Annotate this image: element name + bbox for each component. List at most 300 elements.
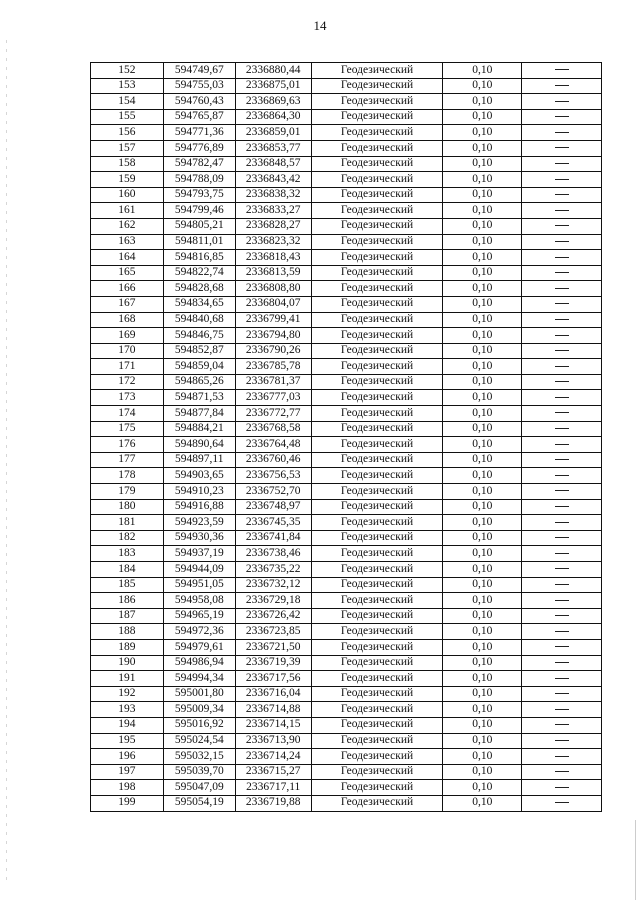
method-cell: Геодезический bbox=[311, 468, 443, 484]
description-cell bbox=[522, 499, 602, 515]
point-number-cell: 172 bbox=[91, 374, 164, 390]
coord-x-cell: 594840,68 bbox=[163, 312, 235, 328]
dash-mark bbox=[555, 693, 569, 694]
point-number-cell: 169 bbox=[91, 328, 164, 344]
dash-mark bbox=[555, 241, 569, 242]
coord-x-cell: 594834,65 bbox=[163, 296, 235, 312]
coord-y-cell: 2336764,48 bbox=[235, 437, 311, 453]
method-cell: Геодезический bbox=[311, 795, 443, 811]
coord-y-cell: 2336864,30 bbox=[235, 109, 311, 125]
coord-x-cell: 595047,09 bbox=[163, 780, 235, 796]
coord-y-cell: 2336714,88 bbox=[235, 702, 311, 718]
coord-y-cell: 2336715,27 bbox=[235, 764, 311, 780]
method-cell: Геодезический bbox=[311, 328, 443, 344]
dash-mark bbox=[555, 740, 569, 741]
accuracy-cell: 0,10 bbox=[443, 484, 522, 500]
coord-y-cell: 2336785,78 bbox=[235, 359, 311, 375]
accuracy-cell: 0,10 bbox=[443, 655, 522, 671]
coord-x-cell: 594822,74 bbox=[163, 265, 235, 281]
coord-x-cell: 594877,84 bbox=[163, 406, 235, 422]
accuracy-cell: 0,10 bbox=[443, 733, 522, 749]
table-row bbox=[91, 328, 602, 344]
table-row bbox=[91, 655, 602, 671]
coord-x-cell: 594865,26 bbox=[163, 374, 235, 390]
table-row bbox=[91, 499, 602, 515]
table-row bbox=[91, 624, 602, 640]
accuracy-cell: 0,10 bbox=[443, 296, 522, 312]
description-cell bbox=[522, 577, 602, 593]
table-row bbox=[91, 530, 602, 546]
method-cell: Геодезический bbox=[311, 515, 443, 531]
dash-mark bbox=[555, 444, 569, 445]
method-cell: Геодезический bbox=[311, 686, 443, 702]
coord-y-cell: 2336748,97 bbox=[235, 499, 311, 515]
coord-y-cell: 2336717,11 bbox=[235, 780, 311, 796]
coord-x-cell: 594890,64 bbox=[163, 437, 235, 453]
table-row bbox=[91, 234, 602, 250]
accuracy-cell: 0,10 bbox=[443, 717, 522, 733]
method-cell: Геодезический bbox=[311, 125, 443, 141]
method-cell: Геодезический bbox=[311, 780, 443, 796]
dash-mark bbox=[555, 163, 569, 164]
point-number-cell: 173 bbox=[91, 390, 164, 406]
coord-x-cell: 594776,89 bbox=[163, 140, 235, 156]
dash-mark bbox=[555, 802, 569, 803]
table-row bbox=[91, 125, 602, 141]
point-number-cell: 184 bbox=[91, 562, 164, 578]
description-cell bbox=[522, 63, 602, 79]
table-row bbox=[91, 218, 602, 234]
description-cell bbox=[522, 109, 602, 125]
method-cell: Геодезический bbox=[311, 78, 443, 94]
table-row bbox=[91, 780, 602, 796]
point-number-cell: 194 bbox=[91, 717, 164, 733]
point-number-cell: 188 bbox=[91, 624, 164, 640]
method-cell: Геодезический bbox=[311, 577, 443, 593]
dash-mark bbox=[555, 381, 569, 382]
method-cell: Геодезический bbox=[311, 187, 443, 203]
accuracy-cell: 0,10 bbox=[443, 639, 522, 655]
method-cell: Геодезический bbox=[311, 655, 443, 671]
dash-mark bbox=[555, 490, 569, 491]
point-number-cell: 190 bbox=[91, 655, 164, 671]
description-cell bbox=[522, 125, 602, 141]
accuracy-cell: 0,10 bbox=[443, 546, 522, 562]
coord-x-cell: 594755,03 bbox=[163, 78, 235, 94]
coord-x-cell: 594816,85 bbox=[163, 250, 235, 266]
coord-x-cell: 594805,21 bbox=[163, 218, 235, 234]
accuracy-cell: 0,10 bbox=[443, 421, 522, 437]
method-cell: Геодезический bbox=[311, 296, 443, 312]
method-cell: Геодезический bbox=[311, 702, 443, 718]
dash-mark bbox=[555, 615, 569, 616]
dash-mark bbox=[555, 147, 569, 148]
coord-y-cell: 2336813,59 bbox=[235, 265, 311, 281]
dash-mark bbox=[555, 537, 569, 538]
description-cell bbox=[522, 795, 602, 811]
table-row bbox=[91, 515, 602, 531]
coord-y-cell: 2336719,39 bbox=[235, 655, 311, 671]
coord-x-cell: 594951,05 bbox=[163, 577, 235, 593]
dash-mark bbox=[555, 771, 569, 772]
dash-mark bbox=[555, 101, 569, 102]
coord-y-cell: 2336833,27 bbox=[235, 203, 311, 219]
description-cell bbox=[522, 562, 602, 578]
accuracy-cell: 0,10 bbox=[443, 702, 522, 718]
point-number-cell: 189 bbox=[91, 639, 164, 655]
point-number-cell: 187 bbox=[91, 608, 164, 624]
coord-y-cell: 2336818,43 bbox=[235, 250, 311, 266]
table-row bbox=[91, 546, 602, 562]
coordinates-table-body bbox=[91, 63, 602, 812]
coord-x-cell: 594958,08 bbox=[163, 593, 235, 609]
point-number-cell: 178 bbox=[91, 468, 164, 484]
dash-mark bbox=[555, 194, 569, 195]
method-cell: Геодезический bbox=[311, 671, 443, 687]
description-cell bbox=[522, 390, 602, 406]
accuracy-cell: 0,10 bbox=[443, 343, 522, 359]
accuracy-cell: 0,10 bbox=[443, 63, 522, 79]
method-cell: Геодезический bbox=[311, 733, 443, 749]
accuracy-cell: 0,10 bbox=[443, 234, 522, 250]
accuracy-cell: 0,10 bbox=[443, 780, 522, 796]
point-number-cell: 199 bbox=[91, 795, 164, 811]
coord-y-cell: 2336756,53 bbox=[235, 468, 311, 484]
description-cell bbox=[522, 717, 602, 733]
description-cell bbox=[522, 593, 602, 609]
description-cell bbox=[522, 218, 602, 234]
accuracy-cell: 0,10 bbox=[443, 764, 522, 780]
dash-mark bbox=[555, 69, 569, 70]
dash-mark bbox=[555, 303, 569, 304]
table-row bbox=[91, 686, 602, 702]
coord-x-cell: 594799,46 bbox=[163, 203, 235, 219]
table-row bbox=[91, 343, 602, 359]
coord-y-cell: 2336760,46 bbox=[235, 452, 311, 468]
coord-x-cell: 594979,61 bbox=[163, 639, 235, 655]
description-cell bbox=[522, 343, 602, 359]
accuracy-cell: 0,10 bbox=[443, 78, 522, 94]
coord-x-cell: 595054,19 bbox=[163, 795, 235, 811]
dash-mark bbox=[555, 412, 569, 413]
method-cell: Геодезический bbox=[311, 218, 443, 234]
coord-x-cell: 595032,15 bbox=[163, 749, 235, 765]
page-number: 14 bbox=[313, 18, 327, 33]
coord-y-cell: 2336823,32 bbox=[235, 234, 311, 250]
method-cell: Геодезический bbox=[311, 717, 443, 733]
coord-y-cell: 2336808,80 bbox=[235, 281, 311, 297]
coord-y-cell: 2336713,90 bbox=[235, 733, 311, 749]
coord-x-cell: 594897,11 bbox=[163, 452, 235, 468]
coord-y-cell: 2336880,44 bbox=[235, 63, 311, 79]
coord-y-cell: 2336781,37 bbox=[235, 374, 311, 390]
dash-mark bbox=[555, 397, 569, 398]
table-row bbox=[91, 94, 602, 110]
method-cell: Геодезический bbox=[311, 608, 443, 624]
table-row bbox=[91, 639, 602, 655]
point-number-cell: 159 bbox=[91, 172, 164, 188]
accuracy-cell: 0,10 bbox=[443, 437, 522, 453]
description-cell bbox=[522, 702, 602, 718]
coord-y-cell: 2336726,42 bbox=[235, 608, 311, 624]
point-number-cell: 167 bbox=[91, 296, 164, 312]
point-number-cell: 166 bbox=[91, 281, 164, 297]
accuracy-cell: 0,10 bbox=[443, 109, 522, 125]
table-row bbox=[91, 406, 602, 422]
point-number-cell: 179 bbox=[91, 484, 164, 500]
description-cell bbox=[522, 546, 602, 562]
dash-mark bbox=[555, 288, 569, 289]
method-cell: Геодезический bbox=[311, 203, 443, 219]
point-number-cell: 180 bbox=[91, 499, 164, 515]
table-row bbox=[91, 421, 602, 437]
coord-x-cell: 595016,92 bbox=[163, 717, 235, 733]
description-cell bbox=[522, 421, 602, 437]
method-cell: Геодезический bbox=[311, 546, 443, 562]
point-number-cell: 168 bbox=[91, 312, 164, 328]
point-number-cell: 155 bbox=[91, 109, 164, 125]
dash-mark bbox=[555, 584, 569, 585]
point-number-cell: 157 bbox=[91, 140, 164, 156]
point-number-cell: 195 bbox=[91, 733, 164, 749]
method-cell: Геодезический bbox=[311, 172, 443, 188]
coord-y-cell: 2336859,01 bbox=[235, 125, 311, 141]
table-row bbox=[91, 296, 602, 312]
accuracy-cell: 0,10 bbox=[443, 608, 522, 624]
dash-mark bbox=[555, 709, 569, 710]
coord-x-cell: 595009,34 bbox=[163, 702, 235, 718]
description-cell bbox=[522, 156, 602, 172]
method-cell: Геодезический bbox=[311, 562, 443, 578]
accuracy-cell: 0,10 bbox=[443, 265, 522, 281]
point-number-cell: 186 bbox=[91, 593, 164, 609]
accuracy-cell: 0,10 bbox=[443, 218, 522, 234]
accuracy-cell: 0,10 bbox=[443, 562, 522, 578]
accuracy-cell: 0,10 bbox=[443, 328, 522, 344]
dash-mark bbox=[555, 724, 569, 725]
coordinates-table bbox=[90, 62, 602, 812]
method-cell: Геодезический bbox=[311, 593, 443, 609]
method-cell: Геодезический bbox=[311, 639, 443, 655]
coord-y-cell: 2336714,15 bbox=[235, 717, 311, 733]
accuracy-cell: 0,10 bbox=[443, 530, 522, 546]
method-cell: Геодезический bbox=[311, 499, 443, 515]
table-row bbox=[91, 250, 602, 266]
description-cell bbox=[522, 468, 602, 484]
method-cell: Геодезический bbox=[311, 406, 443, 422]
dash-mark bbox=[555, 506, 569, 507]
accuracy-cell: 0,10 bbox=[443, 312, 522, 328]
description-cell bbox=[522, 406, 602, 422]
description-cell bbox=[522, 94, 602, 110]
description-cell bbox=[522, 359, 602, 375]
description-cell bbox=[522, 530, 602, 546]
table-row bbox=[91, 562, 602, 578]
description-cell bbox=[522, 265, 602, 281]
dash-mark bbox=[555, 646, 569, 647]
coord-y-cell: 2336828,27 bbox=[235, 218, 311, 234]
coord-x-cell: 594788,09 bbox=[163, 172, 235, 188]
coord-y-cell: 2336869,63 bbox=[235, 94, 311, 110]
coord-x-cell: 594986,94 bbox=[163, 655, 235, 671]
coord-x-cell: 594910,23 bbox=[163, 484, 235, 500]
dash-mark bbox=[555, 553, 569, 554]
coord-y-cell: 2336716,04 bbox=[235, 686, 311, 702]
table-row bbox=[91, 452, 602, 468]
coord-y-cell: 2336768,58 bbox=[235, 421, 311, 437]
coord-x-cell: 594923,59 bbox=[163, 515, 235, 531]
description-cell bbox=[522, 296, 602, 312]
point-number-cell: 192 bbox=[91, 686, 164, 702]
coord-x-cell: 594884,21 bbox=[163, 421, 235, 437]
point-number-cell: 193 bbox=[91, 702, 164, 718]
coord-y-cell: 2336714,24 bbox=[235, 749, 311, 765]
description-cell bbox=[522, 203, 602, 219]
dash-mark bbox=[555, 179, 569, 180]
description-cell bbox=[522, 764, 602, 780]
accuracy-cell: 0,10 bbox=[443, 94, 522, 110]
dash-mark bbox=[555, 210, 569, 211]
coord-x-cell: 594749,67 bbox=[163, 63, 235, 79]
coord-x-cell: 594965,19 bbox=[163, 608, 235, 624]
point-number-cell: 161 bbox=[91, 203, 164, 219]
accuracy-cell: 0,10 bbox=[443, 125, 522, 141]
dash-mark bbox=[555, 85, 569, 86]
table-row bbox=[91, 671, 602, 687]
coord-x-cell: 594811,01 bbox=[163, 234, 235, 250]
method-cell: Геодезический bbox=[311, 156, 443, 172]
coord-y-cell: 2336772,77 bbox=[235, 406, 311, 422]
table-row bbox=[91, 63, 602, 79]
coord-y-cell: 2336721,50 bbox=[235, 639, 311, 655]
coord-y-cell: 2336794,80 bbox=[235, 328, 311, 344]
dash-mark bbox=[555, 568, 569, 569]
description-cell bbox=[522, 733, 602, 749]
accuracy-cell: 0,10 bbox=[443, 203, 522, 219]
accuracy-cell: 0,10 bbox=[443, 156, 522, 172]
method-cell: Геодезический bbox=[311, 312, 443, 328]
scan-edge-mark-right bbox=[635, 820, 636, 900]
point-number-cell: 181 bbox=[91, 515, 164, 531]
accuracy-cell: 0,10 bbox=[443, 624, 522, 640]
point-number-cell: 153 bbox=[91, 78, 164, 94]
coord-x-cell: 594828,68 bbox=[163, 281, 235, 297]
accuracy-cell: 0,10 bbox=[443, 749, 522, 765]
scan-edge-mark bbox=[6, 40, 7, 880]
description-cell bbox=[522, 78, 602, 94]
coord-y-cell: 2336738,46 bbox=[235, 546, 311, 562]
coord-y-cell: 2336799,41 bbox=[235, 312, 311, 328]
dash-mark bbox=[555, 319, 569, 320]
coord-y-cell: 2336848,57 bbox=[235, 156, 311, 172]
coord-x-cell: 594846,75 bbox=[163, 328, 235, 344]
dash-mark bbox=[555, 678, 569, 679]
table-row bbox=[91, 577, 602, 593]
dash-mark bbox=[555, 522, 569, 523]
table-row bbox=[91, 468, 602, 484]
table-row bbox=[91, 733, 602, 749]
method-cell: Геодезический bbox=[311, 749, 443, 765]
coord-y-cell: 2336735,22 bbox=[235, 562, 311, 578]
description-cell bbox=[522, 234, 602, 250]
method-cell: Геодезический bbox=[311, 94, 443, 110]
point-number-cell: 154 bbox=[91, 94, 164, 110]
coord-y-cell: 2336723,85 bbox=[235, 624, 311, 640]
table-row bbox=[91, 281, 602, 297]
description-cell bbox=[522, 671, 602, 687]
method-cell: Геодезический bbox=[311, 234, 443, 250]
coord-x-cell: 594903,65 bbox=[163, 468, 235, 484]
description-cell bbox=[522, 655, 602, 671]
dash-mark bbox=[555, 335, 569, 336]
coord-x-cell: 594852,87 bbox=[163, 343, 235, 359]
coord-y-cell: 2336745,35 bbox=[235, 515, 311, 531]
accuracy-cell: 0,10 bbox=[443, 671, 522, 687]
dash-mark bbox=[555, 631, 569, 632]
method-cell: Геодезический bbox=[311, 374, 443, 390]
description-cell bbox=[522, 686, 602, 702]
dash-mark bbox=[555, 350, 569, 351]
accuracy-cell: 0,10 bbox=[443, 281, 522, 297]
method-cell: Геодезический bbox=[311, 530, 443, 546]
table-row bbox=[91, 749, 602, 765]
table-row bbox=[91, 140, 602, 156]
accuracy-cell: 0,10 bbox=[443, 593, 522, 609]
table-row bbox=[91, 795, 602, 811]
method-cell: Геодезический bbox=[311, 281, 443, 297]
description-cell bbox=[522, 187, 602, 203]
dash-mark bbox=[555, 225, 569, 226]
accuracy-cell: 0,10 bbox=[443, 390, 522, 406]
coord-y-cell: 2336752,70 bbox=[235, 484, 311, 500]
accuracy-cell: 0,10 bbox=[443, 172, 522, 188]
point-number-cell: 170 bbox=[91, 343, 164, 359]
point-number-cell: 175 bbox=[91, 421, 164, 437]
dash-mark bbox=[555, 257, 569, 258]
description-cell bbox=[522, 624, 602, 640]
method-cell: Геодезический bbox=[311, 343, 443, 359]
coord-y-cell: 2336729,18 bbox=[235, 593, 311, 609]
coord-y-cell: 2336838,32 bbox=[235, 187, 311, 203]
coord-y-cell: 2336790,26 bbox=[235, 343, 311, 359]
table-row bbox=[91, 156, 602, 172]
coord-x-cell: 594771,36 bbox=[163, 125, 235, 141]
dash-mark bbox=[555, 600, 569, 601]
description-cell bbox=[522, 780, 602, 796]
method-cell: Геодезический bbox=[311, 63, 443, 79]
accuracy-cell: 0,10 bbox=[443, 406, 522, 422]
coord-x-cell: 594765,87 bbox=[163, 109, 235, 125]
point-number-cell: 165 bbox=[91, 265, 164, 281]
coord-y-cell: 2336804,07 bbox=[235, 296, 311, 312]
accuracy-cell: 0,10 bbox=[443, 452, 522, 468]
dash-mark bbox=[555, 475, 569, 476]
description-cell bbox=[522, 749, 602, 765]
accuracy-cell: 0,10 bbox=[443, 515, 522, 531]
table-row bbox=[91, 203, 602, 219]
coord-x-cell: 594972,36 bbox=[163, 624, 235, 640]
point-number-cell: 162 bbox=[91, 218, 164, 234]
accuracy-cell: 0,10 bbox=[443, 686, 522, 702]
description-cell bbox=[522, 328, 602, 344]
coord-y-cell: 2336843,42 bbox=[235, 172, 311, 188]
description-cell bbox=[522, 484, 602, 500]
method-cell: Геодезический bbox=[311, 764, 443, 780]
point-number-cell: 171 bbox=[91, 359, 164, 375]
point-number-cell: 174 bbox=[91, 406, 164, 422]
point-number-cell: 185 bbox=[91, 577, 164, 593]
dash-mark bbox=[555, 366, 569, 367]
